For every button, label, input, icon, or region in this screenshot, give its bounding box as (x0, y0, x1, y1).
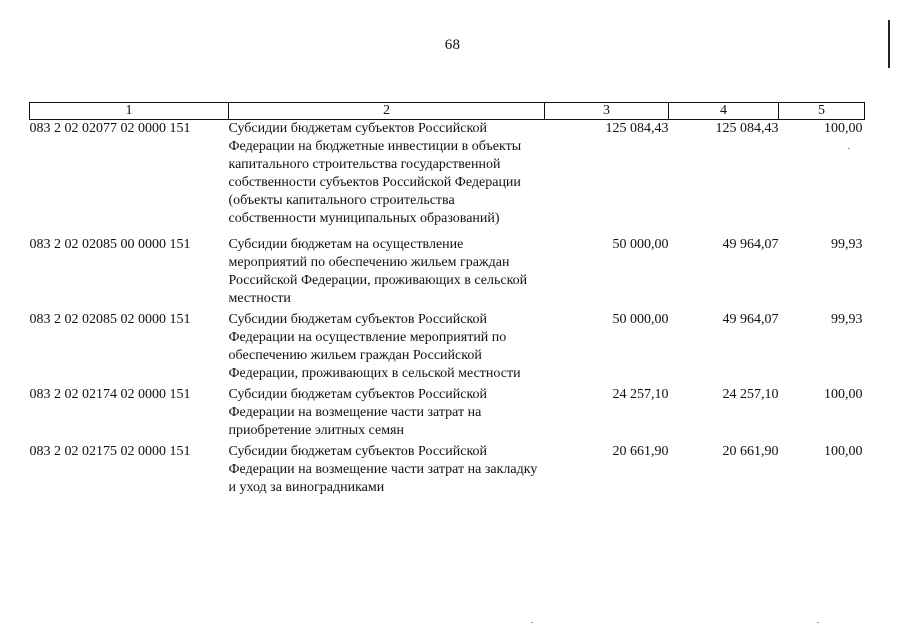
percent-cell: 100,00 (824, 121, 863, 136)
budget-code-cell: 083 2 02 02077 02 0000 151 (29, 121, 191, 136)
budget-code-cell: 083 2 02 02085 02 0000 151 (29, 312, 191, 327)
executed-amount-cell: 125 084,43 (715, 121, 779, 136)
page-number: 68 (444, 37, 461, 53)
plan-amount-cell: 50 000,00 (612, 237, 669, 252)
budget-table (29, 102, 865, 500)
percent-cell: 99,93 (831, 312, 863, 327)
description-cell: Субсидии бюджетам субъектов Российской Федерации на возмещение части затрат на закладку и уход за виноградниками (228, 444, 538, 495)
executed-amount-cell: 24 257,10 (722, 387, 779, 402)
scan-speck (848, 148, 850, 149)
plan-amount-cell: 125 084,43 (605, 121, 669, 136)
executed-amount-cell: 49 964,07 (722, 312, 779, 327)
plan-amount-cell: 24 257,10 (612, 387, 669, 402)
table-row (30, 386, 865, 443)
executed-amount-cell: 20 661,90 (722, 444, 779, 459)
column-header-3: 3 (545, 103, 669, 120)
column-header-4: 4 (669, 103, 779, 120)
description-cell: Субсидии бюджетам субъектов Российской Федерации на бюджетные инвестиции в объекты капитального строительства государственной собственности субъектов Российской Федерации (объекты капитального строительства собственности муниципальных образований) (228, 121, 522, 226)
column-header-1: 1 (30, 103, 229, 120)
column-header-2: 2 (229, 103, 545, 120)
table-header-row (30, 103, 865, 120)
percent-cell: 100,00 (824, 444, 863, 459)
plan-amount-cell: 50 000,00 (612, 312, 669, 327)
budget-code-cell: 083 2 02 02085 00 0000 151 (29, 237, 191, 252)
table-row (30, 311, 865, 386)
description-cell: Субсидии бюджетам на осуществление мероприятий по обеспечению жильем граждан Российской Федерации, проживающих в сельской местности (228, 237, 528, 306)
table-row (30, 120, 865, 237)
table-row (30, 443, 865, 500)
budget-code-cell: 083 2 02 02174 02 0000 151 (29, 387, 191, 402)
column-header-5: 5 (779, 103, 865, 120)
table-row (30, 236, 865, 311)
scan-speck (817, 622, 819, 623)
percent-cell: 99,93 (831, 237, 863, 252)
description-cell: Субсидии бюджетам субъектов Российской Федерации на возмещение части затрат на приобретение элитных семян (228, 387, 488, 438)
budget-code-cell: 083 2 02 02175 02 0000 151 (29, 444, 191, 459)
page-edge-line (888, 20, 890, 68)
percent-cell: 100,00 (824, 387, 863, 402)
plan-amount-cell: 20 661,90 (612, 444, 669, 459)
scan-speck (531, 622, 533, 623)
executed-amount-cell: 49 964,07 (722, 237, 779, 252)
description-cell: Субсидии бюджетам субъектов Российской Федерации на осуществление мероприятий по обеспечению жильем граждан Российской Федерации, проживающих в сельской местности (228, 312, 521, 381)
